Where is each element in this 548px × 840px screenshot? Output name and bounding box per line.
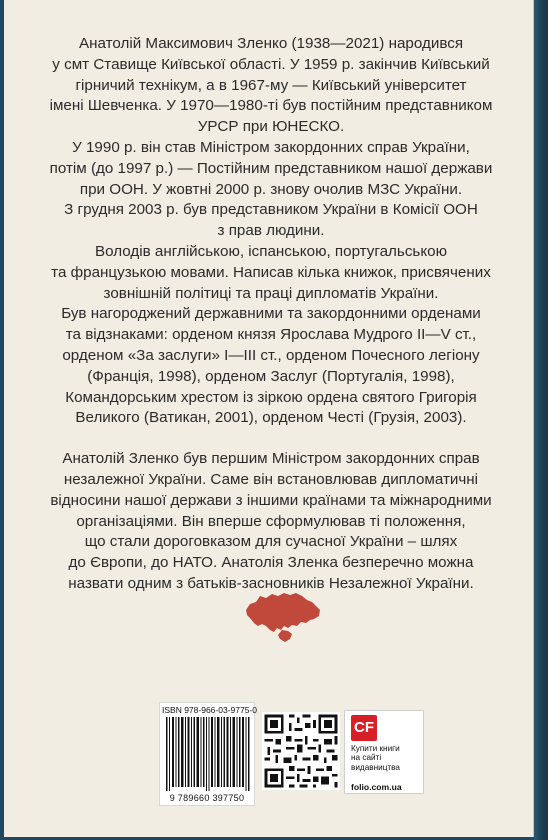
text-line: незалежної України. Саме він встановлював дипломатичні xyxy=(63,470,479,488)
qr-code-icon xyxy=(262,712,340,790)
publisher-text-line: видавництва xyxy=(351,762,400,772)
text-line: Командорським хрестом із зіркою ордена святого Григорія xyxy=(65,388,477,406)
publisher-text-line: Купити книги xyxy=(351,744,400,753)
text-line: з прав людини. xyxy=(217,222,325,240)
text-line: та французькою мовами. Написав кілька книжок, присвячених xyxy=(51,263,491,281)
text-line: імені Шевченка. У 1970—1980-ті був постійним представником xyxy=(49,97,493,115)
book-spine-edge xyxy=(534,0,548,840)
text-line: Анатолій Максимович Зленко (1938—2021) народився xyxy=(78,35,464,52)
text-line: Був нагороджений державними та закордонними орденами xyxy=(61,305,481,323)
text-line: У 1990 р. він став Міністром закордонних справ України, xyxy=(72,138,470,156)
text-line: гірничий технікум, а в 1967-му — Київський університет xyxy=(75,76,467,94)
text-line: організаціями. Він вперше сформулював ті положення, xyxy=(76,512,466,530)
ukraine-map-icon xyxy=(244,590,322,644)
text-line: що стали дороговказом для сучасної України – шлях xyxy=(84,533,458,551)
text-line: відносини нашої держави з іншими країнами та міжнародними xyxy=(50,491,492,509)
publisher-block xyxy=(344,710,424,794)
barcode-icon xyxy=(164,717,252,791)
text-line: (Франція, 1998), орденом Заслуг (Португалія, 1998), xyxy=(87,367,455,385)
publisher-text xyxy=(351,744,423,772)
text-line: Великого (Ватикан, 2001), орденом Честі (Грузія, 2003). xyxy=(75,409,467,427)
isbn-label: ISBN 978-966-03-9775-0 xyxy=(162,705,257,715)
barcode xyxy=(159,702,255,806)
text-line: орденом «За заслуги» І—ІІІ ст., орденом Почесного легіону xyxy=(62,346,480,364)
text-line: зовнішній політиці та праці дипломатів України. xyxy=(103,284,439,302)
text-line: назвати одним з батьків-засновників Незалежної України. xyxy=(68,574,474,592)
text-block xyxy=(26,34,516,595)
publisher-logo-icon: CF xyxy=(351,715,377,741)
paragraph-gap xyxy=(26,429,516,449)
biography xyxy=(26,34,516,429)
text-line: та відзнаками: орденом князя Ярослава Мудрого ІІ—V ст., xyxy=(65,326,477,344)
text-line: УРСР при ЮНЕСКО. xyxy=(197,118,345,136)
book-back-cover xyxy=(4,0,534,837)
text-line: потім (до 1997 р.) — Постійним представником нашої держави xyxy=(49,159,493,177)
text-line: при ООН. У жовтні 2000 р. знову очолив МЗС України. xyxy=(79,180,463,198)
text-line: Володів англійською, іспанською, португальською xyxy=(95,242,447,260)
barcode-number: 9 789660 397750 xyxy=(169,793,245,803)
text-line: Анатолій Зленко був першим Міністром закордонних справ xyxy=(62,450,480,468)
publisher-site: folio.com.ua xyxy=(351,782,402,792)
text-line: до Європи, до НАТО. Анатолія Зленка безперечно можна xyxy=(68,554,474,572)
summary xyxy=(26,449,516,595)
text-line: у смт Ставище Київської області. У 1959 р. закінчив Київський xyxy=(52,55,490,73)
text-line: З грудня 2003 р. був представником України в Комісії ООН xyxy=(64,201,478,219)
publisher-text-line: на сайті xyxy=(351,753,382,763)
